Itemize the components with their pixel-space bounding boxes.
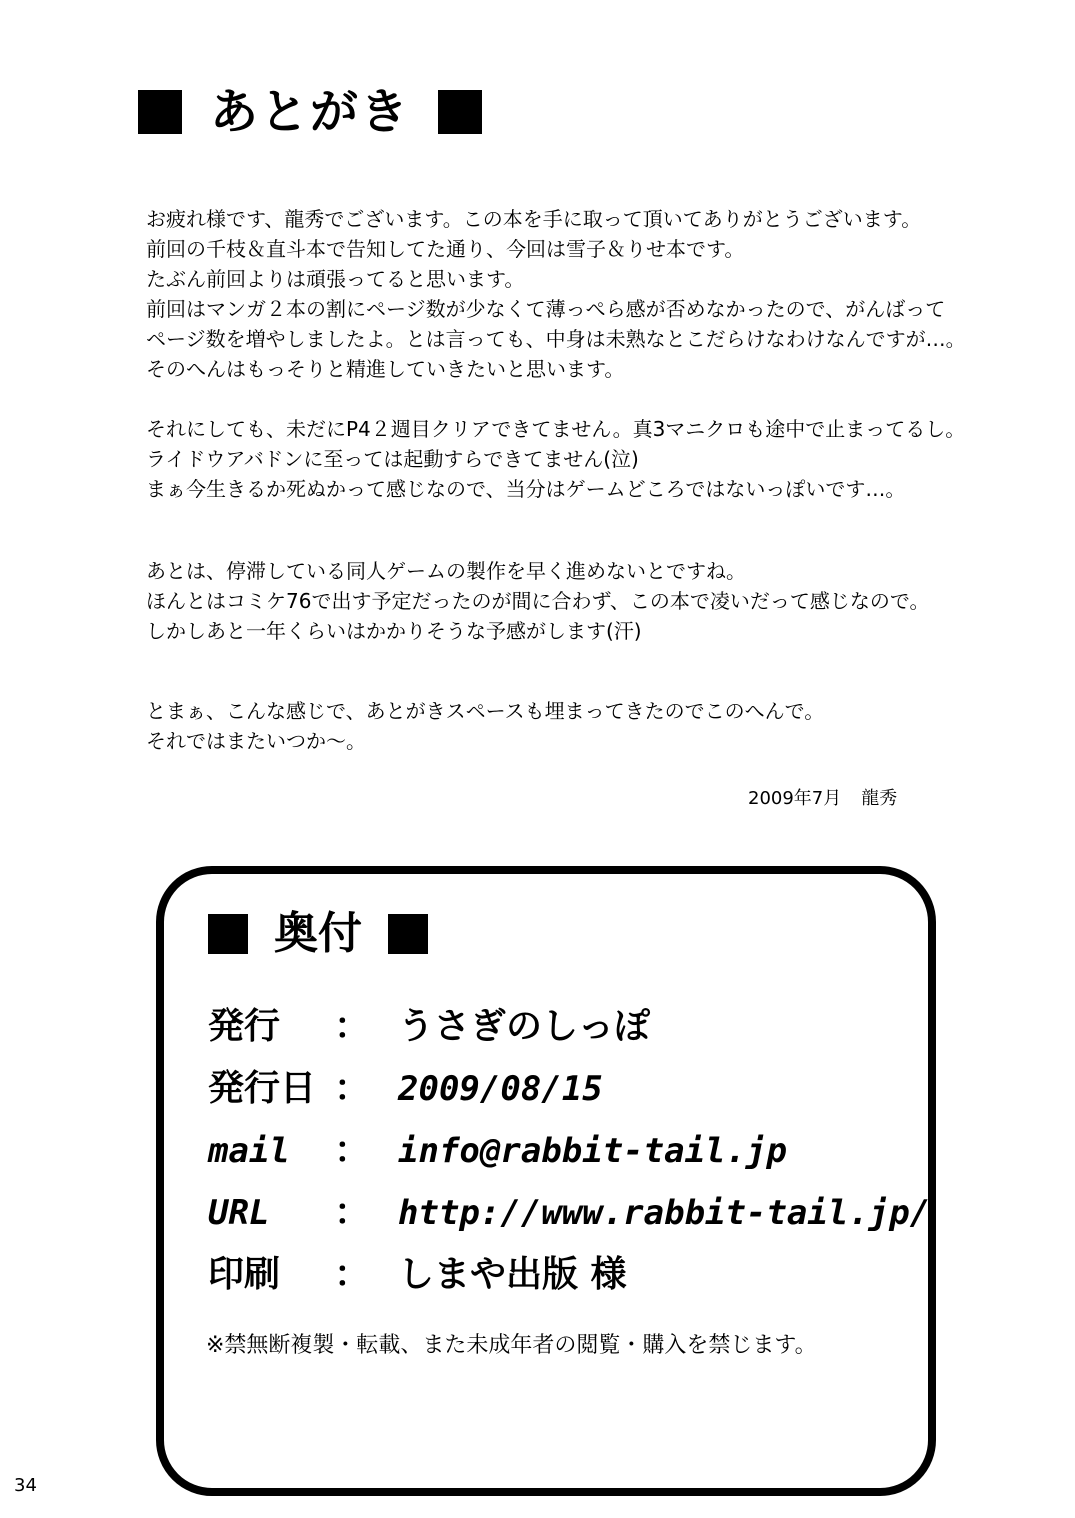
row-value: info@rabbit-tail.jp — [398, 1131, 787, 1171]
row-label: URL — [208, 1193, 270, 1233]
afterword-paragraph — [146, 414, 1006, 504]
row-label: 印刷 — [208, 1254, 281, 1295]
text-line: 前回はマンガ２本の割にページ数が少なくて薄っぺら感が否めなかったので、がんばって — [146, 297, 946, 321]
copyright-notice: ※禁無断複製・転載、また未成年者の閲覧・購入を禁じます。 — [206, 1333, 817, 1358]
afterword-body — [146, 204, 1006, 756]
afterword-title: あとがき — [210, 84, 411, 140]
text-line: そのへんはもっそりと精進していきたいと思います。 — [146, 357, 625, 381]
colophon-rows — [208, 996, 931, 1306]
square-bullet-icon — [138, 90, 182, 134]
colophon-heading — [208, 906, 428, 962]
text-line: お疲れ様です、龍秀でございます。この本を手に取って頂いてありがとうございます。 — [146, 207, 922, 231]
signature — [748, 786, 897, 812]
signature-author: 龍秀 — [861, 788, 898, 809]
text-line: それではまたいつか～。 — [146, 729, 366, 753]
colophon-row-url — [208, 1182, 931, 1244]
row-colon: ： — [334, 1130, 371, 1171]
square-bullet-icon — [388, 914, 428, 954]
colophon-row-mail — [208, 1120, 908, 1182]
colophon-row-date — [208, 1058, 908, 1120]
row-value: うさぎのしっぽ — [398, 1006, 651, 1047]
row-colon: ： — [334, 1006, 371, 1047]
row-colon: ： — [334, 1068, 371, 1109]
row-label: 発行 — [208, 1006, 281, 1047]
afterword-paragraph — [146, 204, 1006, 384]
page-number: 34 — [14, 1475, 37, 1496]
afterword-heading — [138, 82, 482, 142]
row-label: mail — [208, 1131, 290, 1171]
colophon-row-printer — [208, 1244, 908, 1306]
row-colon: ： — [334, 1254, 371, 1295]
text-line: それにしても、未だにP4２週目クリアできてません。真3マニクロも途中で止まってるし。 — [146, 417, 966, 441]
text-line: ほんとはコミケ76で出す予定だったのが間に合わず、この本で凌いだって感じなので。 — [146, 589, 930, 613]
colophon-title: 奥付 — [274, 908, 362, 959]
row-value: しまや出版 様 — [398, 1254, 627, 1295]
row-colon: ： — [334, 1192, 371, 1233]
text-line: あとは、停滞している同人ゲームの製作を早く進めないとですね。 — [146, 559, 746, 583]
afterword-paragraph — [146, 556, 1006, 646]
text-line: とまぁ、こんな感じで、あとがきスペースも埋まってきたのでこのへんで。 — [146, 699, 825, 723]
colophon-row-publisher — [208, 996, 908, 1058]
text-line: まぁ今生きるか死ぬかって感じなので、当分はゲームどころではないっぽいです…。 — [146, 477, 906, 501]
text-line: たぶん前回よりは頑張ってると思います。 — [146, 267, 525, 291]
square-bullet-icon — [438, 90, 482, 134]
square-bullet-icon — [208, 914, 248, 954]
signature-date: 2009年7月 — [748, 788, 842, 809]
text-line: ページ数を増やしましたよ。とは言っても、中身は未熟なとこだらけなわけなんですが…。 — [146, 327, 966, 351]
row-value: 2009/08/15 — [398, 1069, 603, 1109]
row-label: 発行日 — [208, 1068, 317, 1109]
row-value: http://www.rabbit-tail.jp/ — [398, 1193, 931, 1233]
afterword-paragraph — [146, 696, 1006, 756]
text-line: ライドウアバドンに至っては起動すらできてません(泣) — [146, 447, 639, 471]
text-line: しかしあと一年くらいはかかりそうな予感がします(汗) — [146, 619, 642, 643]
text-line: 前回の千枝＆直斗本で告知してた通り、今回は雪子＆りせ本です。 — [146, 237, 745, 261]
